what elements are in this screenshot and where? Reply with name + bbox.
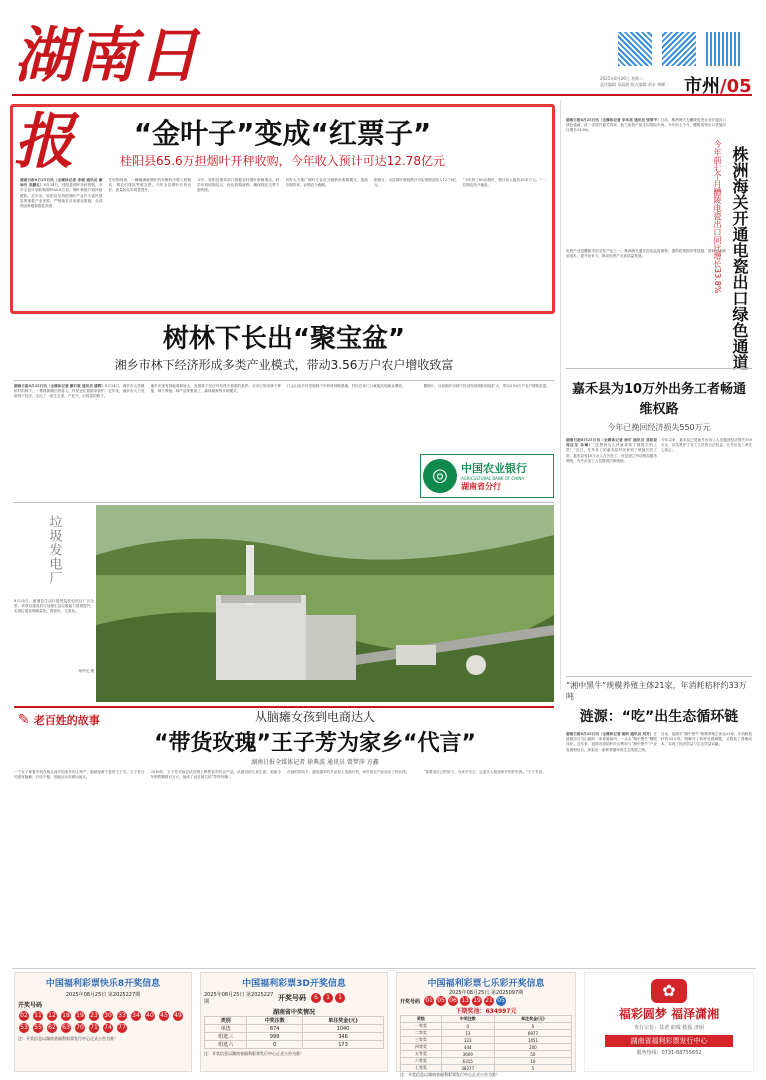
table-cell: 999 [247, 1033, 303, 1041]
lottery-ball: 30 [104, 1012, 112, 1019]
table-cell: 组选六 [205, 1041, 247, 1049]
right1-headline: 株洲海关开通电瓷出口绿色通道 [730, 146, 749, 370]
ad-slogan: 福彩圆梦 福泽潇湘 [618, 1007, 720, 1021]
lottery-ball: 11 [34, 1012, 42, 1019]
lead-subhead: 桂阳县65.6万担烟叶开秤收购，今年收入预计可达12.78亿元 [119, 154, 446, 168]
lottery-draw-row [400, 996, 572, 1006]
table-cell: 346 [303, 1033, 384, 1041]
lottery-period: 2025年08月25日 第2025097期 [448, 990, 524, 996]
lottery-numbers [18, 1011, 188, 1033]
lottery-ball: 19 [473, 997, 481, 1004]
table-cell: 0 [247, 1041, 303, 1049]
lottery-title: 中国福利彩票3D开奖信息 [242, 979, 346, 989]
divider [566, 676, 752, 677]
table-cell: 200 [494, 1044, 571, 1051]
lottery-note: 注：开奖信息以湖南省福利彩票发行中心正式公告为准！ [204, 1051, 304, 1056]
table-row [401, 1065, 572, 1072]
table-row [401, 1030, 572, 1037]
story4-column: “我要用自己的努力，为家乡代言，让更多人知道家乡的好东西。”王子芳说。 [423, 770, 546, 774]
table-cell: 10 [494, 1058, 571, 1065]
power-plant-photo-image [96, 505, 554, 702]
lottery-ball: 06 [449, 997, 457, 1004]
table-cell: 173 [303, 1041, 384, 1049]
story2-column: 据统计，目前湘乡市林下经济经营面积持续扩大，带动3.56万户农户增收致富。 [423, 384, 551, 388]
lottery-ball: 6 [311, 993, 321, 1003]
right2-headline: 嘉禾县为10万外出务工者畅通维权路 [571, 382, 747, 417]
right2-column: 湖南日报8月25日讯（全媒体记者 徐可 通讯员 邓和琼 周应龙 李琳）“没想到这么快就拿到了被拖欠的工资！”近日，在外务工的嘉禾县村民拿到了被拖欠的工资。嘉禾县有10万余人在外务工，该县建立劳动维权服务网络，为外出务工人员提供法律援助。 [566, 438, 657, 463]
story2-column: 湖南日报8月25日讯（全媒体记者 颜石敦 通讯员 盛辉）8月24日，湘乡市山枣镇桥村的林下，一株株黄精长势喜人，村民正忙着除草管护。近年来，湘乡市大力发展林下经济，走出了一条生态美、产业兴、百姓富的路子。 [14, 384, 145, 399]
ad-phone: 服务热线：0731-88755652 [636, 1050, 702, 1056]
power-plant-photo [96, 505, 554, 702]
lottery-ball: 01 [425, 997, 433, 1004]
table-row [401, 1023, 572, 1030]
table-cell: 6315 [441, 1058, 494, 1065]
bank-branch: 湖南省分行 [461, 482, 501, 491]
right1-subhead: 今年前七个月醴陵电瓷出口同比增长33.8% [713, 140, 722, 294]
table-cell: 6977 [494, 1030, 571, 1037]
table-row [401, 1051, 572, 1058]
table-row [401, 1037, 572, 1044]
table-row [205, 1025, 384, 1033]
table-cell: 0 [494, 1023, 571, 1030]
lottery-label: 开奖号码 [18, 1002, 43, 1009]
table-cell: 二等奖 [401, 1030, 442, 1037]
table-cell: 单选 [205, 1025, 247, 1033]
table-cell: 七等奖 [401, 1065, 442, 1072]
story2-column: 江山山泉乡村发展林下中药材种植基地，村民在家门口就能实现就业增收。 [287, 384, 406, 388]
lottery-ball: 05 [437, 997, 445, 1004]
right2-body [566, 438, 752, 658]
lottery-title: 中国福利彩票快乐8开奖信息 [45, 979, 161, 989]
lead-headline: “金叶子”变成“红票子” [133, 117, 432, 150]
lottery-ball: 19 [76, 1012, 84, 1019]
right1-column: 湖南日报8月25日讯（全媒体记者 李永亮 通讯员 张翠平）日前，株洲海关为醴陵电瓷企业开通出口绿色通道，进一步提升通关效率，助力电瓷产品走向国际市场。今年前七个月，醴陵电瓷出口货值同比增长33.8%。 [566, 118, 726, 133]
table-cell: 中奖注数 [441, 1016, 494, 1023]
lead-column: 今年，桂阳县烟草部门根据各村烟叶种植情况，科学布局收购站点，优化收购流程，确保烟农交售方便快捷。 [197, 178, 280, 193]
lottery-ball: 05 [497, 997, 505, 1004]
column-rule [560, 100, 561, 690]
lottery-ball: 45 [160, 1012, 168, 1019]
lottery-3d [200, 972, 388, 1072]
bank-en: AGRICULTURAL BANK OF CHINA [461, 476, 525, 481]
lottery-label: 开奖号码 [278, 994, 306, 1002]
story4-column: 一个女子拿着手机在镜头前介绍家乡的土特产，她就是新宁县的王子芳。王子芳自幼患有脑瘫，行动不便，但她从未向命运低头。 [14, 770, 145, 780]
story4-byline: 湖南日报全媒体记者 徐典波 通讯员 曾梦萍 方鑫 [251, 759, 379, 766]
table-cell: 5 [494, 1065, 571, 1072]
ad-line: 发行宗旨：扶老 助残 救孤 济困 [634, 1025, 704, 1031]
divider [14, 380, 554, 381]
table-cell: 13 [441, 1030, 494, 1037]
story2-subhead: 湘乡市林下经济形成多类产业模式，带动3.56万户农户增收致富 [114, 358, 454, 372]
divider [566, 368, 752, 369]
lottery-numbers [310, 993, 346, 1003]
qr-code-icon [706, 32, 740, 66]
right3-headline: 涟源：“吃”出生态循环链 [579, 709, 739, 725]
lottery-ball: 12 [48, 1012, 56, 1019]
table-cell: 类别 [205, 1017, 247, 1025]
table-cell: 50 [494, 1051, 571, 1058]
lottery-ball: 34 [132, 1012, 140, 1019]
table-cell: 奖级 [401, 1016, 442, 1023]
lead-column: 同时大力推广烟叶专业化分级散叶收购模式，提高收购效率，让烟农少跑腿。 [285, 178, 368, 188]
lottery-ball: 63 [62, 1024, 70, 1031]
lottery-ball: 71 [90, 1024, 98, 1031]
welfare-logo-icon: ✿ [651, 979, 687, 1003]
lottery-ball: 40 [146, 1012, 154, 1019]
lottery-numbers [423, 996, 507, 1006]
story2-headline: 树林下长出“聚宝盆” [162, 324, 406, 354]
table-cell: 组选三 [205, 1033, 247, 1041]
lead-column: “今年种了60亩烟叶，预计收入能有30多万元。”一位烟农高兴地说。 [462, 178, 545, 188]
lead-body [20, 178, 545, 302]
table-cell: 38277 [441, 1065, 494, 1072]
lottery-ball: 49 [174, 1012, 182, 1019]
table-cell: 123 [441, 1037, 494, 1044]
lottery-ball: 33 [118, 1012, 126, 1019]
lottery-qlc [396, 972, 576, 1077]
lottery-title: 中国福利彩票七乐彩开奖信息 [427, 979, 545, 989]
column-tag [18, 712, 100, 728]
lottery-period: 2025年08月25日 第2025227期 [204, 992, 274, 1005]
qr-code-icon [618, 32, 652, 66]
lottery-ball: 74 [104, 1024, 112, 1031]
lottery-table [204, 1016, 384, 1049]
divider [14, 502, 554, 503]
lottery-ball: 23 [90, 1012, 98, 1019]
lottery-ball: 18 [62, 1012, 70, 1019]
divider [12, 968, 756, 969]
right3-column: 目前，涟源市“湘中黑牛”规模养殖主体达21家，年消耗秸秆约33万吨，既解决了秸秆处理难题，又降低了养殖成本，实现了经济效益与生态效益双赢。 [661, 732, 752, 747]
column-name: 老百姓的故事 [33, 714, 100, 727]
story-icon: ✎ [18, 712, 30, 728]
lottery-ball: 62 [48, 1024, 56, 1031]
lottery-pool: 下期奖池：634997元 [455, 1008, 517, 1015]
lottery-draw-row [204, 991, 384, 1005]
table-cell: 中奖注数 [247, 1017, 303, 1025]
lottery-table [400, 1015, 572, 1072]
lottery-ball: 1 [335, 993, 345, 1003]
story4-column: 2016年，王子芳开始尝试在网上销售家乡的农产品。从最初的几单生意，到如今年销售额数百万元，她成了远近闻名的“带货玫瑰”。 [150, 770, 281, 780]
masthead-rule [12, 94, 752, 96]
date-line: 2025年8月26日 星期二 责任编辑 邓晶琎 版式编辑 余永 黄峰 [600, 76, 666, 87]
table-cell: 874 [247, 1025, 303, 1033]
table-row [205, 1033, 384, 1041]
table-row [205, 1041, 384, 1049]
section-label: 市州/05 [684, 76, 752, 97]
right3-body [566, 732, 752, 962]
photo-title: 垃圾发电厂 [46, 515, 62, 585]
table-cell: 四等奖 [401, 1044, 442, 1051]
bank-ad [420, 454, 554, 498]
right3-kicker: “湘中黑牛”规模养殖主体21家，年消耗秸秆约33万吨 [566, 681, 747, 701]
lottery-ball: 21 [485, 997, 493, 1004]
qr-code-icon [662, 32, 696, 66]
story4-kicker: 从脑瘫女孩到电商达人 [254, 710, 375, 724]
table-cell: 单注奖金(元) [303, 1017, 384, 1025]
right2-subhead: 今年已挽回经济损失550万元 [607, 423, 711, 432]
lottery-ball: 13 [461, 997, 469, 1004]
lottery-period: 2025年08月25日 第2025227期 [65, 992, 141, 998]
lottery-note: 注：开奖信息以湖南省福利彩票发行中心正式公告为准！ [400, 1072, 500, 1077]
table-cell: 五等奖 [401, 1051, 442, 1058]
story4-body [14, 770, 554, 960]
lottery-note: 注：开奖信息以湖南省福利彩票发行中心正式公告为准！ [18, 1036, 118, 1041]
table-cell: 单注奖金(元) [494, 1016, 571, 1023]
right3-column: 湖南日报8月25日讯（全媒体记者 姚昕 通讯员 刘芳）在涟源市石马山镇的一家养殖场内，一头头“湘中黑牛”膘肥体壮。近年来，涟源市将秸秆综合利用与“湘中黑牛”产业发展相结合，探索出一条种养循环的生态发展之路。 [566, 732, 657, 752]
lottery-ball: 77 [118, 1024, 126, 1031]
table-cell: 1451 [494, 1037, 571, 1044]
photo-caption-block [14, 505, 94, 685]
lottery-ball: 1 [323, 993, 333, 1003]
lottery-ball: 70 [76, 1024, 84, 1031]
table-cell: 444 [441, 1044, 494, 1051]
welfare-ad [584, 972, 754, 1072]
photo-credit: 杨华光 摄 [78, 669, 94, 673]
right1-column: 电瓷产业是醴陵市的支柱产业之一。株洲海关通过优化监管流程、提供政策指导等措施，帮助企业降低成本、提升竞争力，推动电瓷产业高质量发展。 [566, 249, 726, 259]
bank-logo-icon: ◎ [423, 459, 457, 493]
lottery-ball: 55 [34, 1024, 42, 1031]
story2-column: 湘乡市现有林地面积较大，发展林下经济具有得天独厚的条件。全市已形成林下种植、林下养殖、林产品采集加工、森林康养等多种模式。 [150, 384, 281, 394]
table-cell: 0 [441, 1023, 494, 1030]
lottery-ball: 02 [20, 1012, 28, 1019]
table-cell: 一等奖 [401, 1023, 442, 1030]
lottery-sub: 湖南省中奖情况 [272, 1009, 315, 1016]
lead-column: 在收购现场，一辆辆满载烟叶的车辆有序驶入收购站，烟农们排队等候交售。今年全县烟叶长势良好，质量较往年明显提升。 [108, 178, 191, 193]
table-row [205, 1017, 384, 1025]
table-row [401, 1016, 572, 1023]
table-row [401, 1058, 572, 1065]
lead-column: 湖南日报8月25日讯（全媒体记者 李俊 通讯员 廖神舟 邓鹏礼）8月24日，桂阳县烟叶开秤收购，今年全县计划收购烟叶65.6万担，烟叶种植户将持续增收。近年来，桂阳县坚持把烟叶产业作为富民强县的重要产业来抓，严格落实各项惠农措施，全县烟农种植积极性高涨。 [20, 178, 103, 209]
lottery-label: 开奖号码 [400, 998, 421, 1005]
table-row [401, 1044, 572, 1051]
bank-name: 中国农业银行 [461, 462, 527, 475]
table-cell: 六等奖 [401, 1058, 442, 1065]
lead-column: 据统计，全县烟叶收购预计可实现烟农收入12.78亿元。 [374, 178, 457, 188]
lottery-kl8 [14, 972, 192, 1072]
newspaper-masthead: 湖南日报 [14, 21, 200, 177]
table-cell: 3609 [441, 1051, 494, 1058]
photo-caption: 8月25日，溆浦县生活垃圾焚烧发电项目厂区全景。该项目建成后日处理生活垃圾能力显著提升，实现垃圾处理减量化、资源化、无害化。 [14, 599, 94, 614]
lottery-ball: 53 [20, 1024, 28, 1031]
ad-sub: 湖南省福利彩票发行中心 [605, 1035, 733, 1047]
table-cell: 1040 [303, 1025, 384, 1033]
table-cell: 三等奖 [401, 1037, 442, 1044]
story4-headline: “带货玫瑰”王子芳为家乡“代言” [154, 731, 476, 756]
story4-column: 在她的带动下，越来越多的乡亲加入电商行列，家乡的农产品卖出了好价钱。 [287, 770, 410, 774]
right2-column: 今年以来，嘉禾县已帮助外出务工人员挽回经济损失550万元，切实维护了务工人员的合法权益，让外出务工者安心放心。 [661, 438, 752, 453]
right1-body [566, 118, 726, 363]
